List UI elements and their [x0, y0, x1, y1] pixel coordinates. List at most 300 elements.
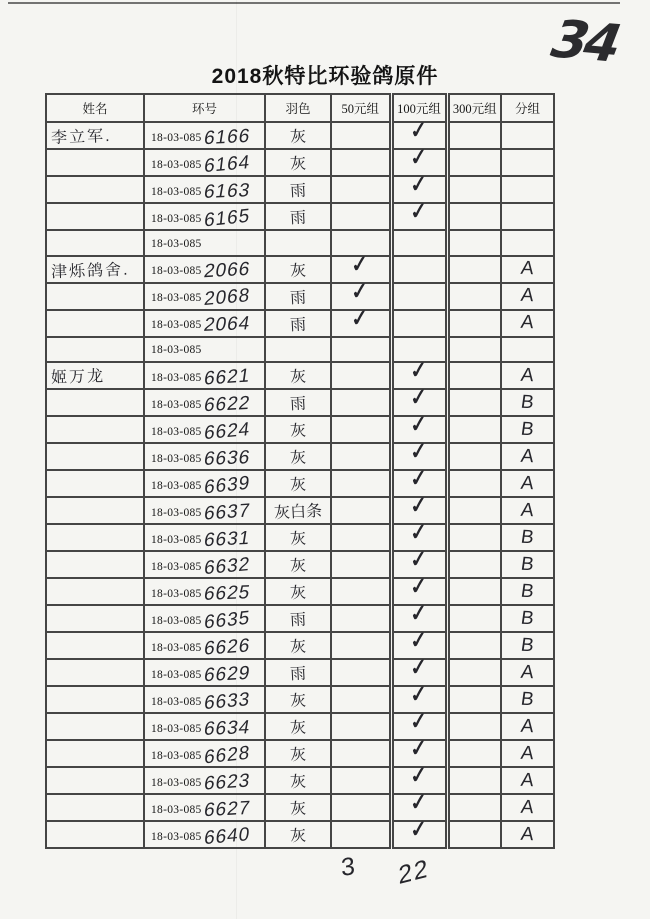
cell-feather-color — [265, 362, 331, 389]
cell-300yuan-group — [447, 632, 501, 659]
cell-name — [46, 203, 144, 230]
cell-feather-color — [265, 821, 331, 848]
cell-feather-color — [265, 122, 331, 149]
col-header-name: 姓名 — [46, 94, 144, 122]
handwritten-ring-number: 2064 — [201, 313, 252, 336]
checkmark-100yuan: ✓ — [409, 411, 429, 438]
handwritten-name: 李立军. — [50, 127, 112, 147]
cell-feather-color — [265, 713, 331, 740]
cell-ring-number — [144, 497, 265, 524]
checkmark-100yuan: ✓ — [409, 654, 429, 681]
handwritten-group-letter: A — [519, 661, 536, 683]
cell-group-letter — [501, 122, 554, 149]
cell-group-letter — [501, 149, 554, 176]
handwritten-color: 灰 — [289, 800, 307, 819]
cell-50yuan-group — [331, 686, 391, 713]
checkmark-100yuan: ✓ — [409, 546, 429, 573]
table-row — [46, 122, 554, 149]
handwritten-group-letter: A — [519, 257, 536, 280]
ring-prefix: 18-03-085 — [151, 587, 202, 600]
table-row — [46, 659, 554, 686]
ring-prefix: 18-03-085 — [151, 344, 202, 357]
handwritten-ring-number: 6623 — [202, 769, 252, 795]
cell-name — [46, 230, 144, 256]
checkmark-100yuan: ✓ — [409, 198, 429, 225]
ring-prefix: 18-03-085 — [151, 668, 202, 681]
cell-ring-number — [144, 632, 265, 659]
handwritten-group-letter: A — [519, 311, 536, 334]
cell-group-letter — [501, 794, 554, 821]
cell-group-letter — [501, 767, 554, 794]
handwritten-ring-number: 6632 — [202, 553, 252, 579]
cell-50yuan-group — [331, 740, 391, 767]
cell-feather-color — [265, 659, 331, 686]
ring-prefix: 18-03-085 — [151, 722, 202, 735]
handwritten-ring-number: 6629 — [202, 662, 252, 686]
cell-ring-number — [144, 416, 265, 443]
cell-group-letter — [501, 497, 554, 524]
table-row — [46, 416, 554, 443]
cell-50yuan-group — [331, 524, 391, 551]
ring-prefix: 18-03-085 — [151, 830, 202, 843]
handwritten-group-letter: B — [519, 391, 536, 413]
cell-name — [46, 416, 144, 443]
cell-50yuan-group — [331, 362, 391, 389]
cell-feather-color — [265, 149, 331, 176]
handwritten-total-100yuan: 22 — [397, 853, 430, 891]
cell-300yuan-group — [447, 337, 501, 363]
cell-name — [46, 256, 144, 283]
cell-300yuan-group — [447, 794, 501, 821]
handwritten-group-letter: A — [519, 823, 536, 845]
cell-ring-number — [144, 578, 265, 605]
checkmark-100yuan: ✓ — [409, 144, 429, 171]
cell-group-letter — [501, 605, 554, 632]
cell-feather-color — [265, 524, 331, 551]
handwritten-color: 雨 — [289, 665, 307, 684]
ring-prefix: 18-03-085 — [151, 776, 202, 789]
checkmark-100yuan: ✓ — [409, 438, 429, 465]
handwritten-ring-number: 6628 — [202, 741, 251, 769]
checkmark-100yuan: ✓ — [409, 762, 429, 789]
ring-prefix: 18-03-085 — [151, 265, 202, 277]
handwritten-color: 灰 — [289, 449, 307, 468]
cell-feather-color — [265, 230, 331, 256]
handwritten-ring-number: 6626 — [202, 634, 252, 660]
cell-300yuan-group — [447, 578, 501, 605]
ring-prefix: 18-03-085 — [151, 749, 202, 762]
cell-name — [46, 362, 144, 389]
col-header-group: 分组 — [501, 94, 554, 122]
checkmark-100yuan: ✓ — [409, 627, 429, 654]
table-row — [46, 740, 554, 767]
cell-100yuan-group — [391, 230, 447, 256]
cell-group-letter — [501, 310, 554, 337]
table-row — [46, 310, 554, 337]
cell-50yuan-group — [331, 794, 391, 821]
cell-ring-number — [144, 230, 265, 256]
cell-group-letter — [501, 362, 554, 389]
cell-name — [46, 713, 144, 740]
handwritten-ring-number: 6164 — [202, 151, 252, 177]
table-row — [46, 551, 554, 578]
cell-50yuan-group — [331, 470, 391, 497]
cell-50yuan-group — [331, 203, 391, 230]
ring-prefix: 18-03-085 — [151, 425, 202, 438]
cell-ring-number — [144, 470, 265, 497]
cell-300yuan-group — [447, 122, 501, 149]
cell-ring-number — [144, 122, 265, 149]
cell-300yuan-group — [447, 497, 501, 524]
cell-50yuan-group — [331, 416, 391, 443]
checkmark-100yuan: ✓ — [409, 816, 429, 843]
cell-group-letter — [501, 230, 554, 256]
handwritten-name: 津烁鸽舍. — [50, 261, 130, 281]
cell-feather-color — [265, 497, 331, 524]
handwritten-color: 灰 — [289, 530, 307, 549]
cell-feather-color — [265, 740, 331, 767]
cell-ring-number — [144, 337, 265, 363]
handwritten-name: 姬万龙 — [50, 367, 106, 387]
handwritten-ring-number: 6165 — [202, 204, 251, 232]
cell-100yuan-group — [391, 198, 447, 230]
cell-300yuan-group — [447, 362, 501, 389]
cell-300yuan-group — [447, 203, 501, 230]
cell-group-letter — [501, 686, 554, 713]
cell-feather-color — [265, 470, 331, 497]
cell-50yuan-group — [331, 149, 391, 176]
cell-50yuan-group — [331, 304, 391, 337]
table-row — [46, 524, 554, 551]
cell-group-letter — [501, 283, 554, 310]
cell-50yuan-group — [331, 578, 391, 605]
cell-feather-color — [265, 794, 331, 821]
handwritten-group-letter: A — [519, 796, 536, 818]
cell-300yuan-group — [447, 256, 501, 283]
cell-50yuan-group — [331, 122, 391, 149]
ring-prefix: 18-03-085 — [151, 212, 202, 225]
cell-feather-color — [265, 605, 331, 632]
cell-feather-color — [265, 203, 331, 230]
checkmark-100yuan: ✓ — [409, 492, 429, 519]
cell-group-letter — [501, 578, 554, 605]
cell-ring-number — [144, 203, 265, 230]
cell-feather-color — [265, 686, 331, 713]
handwritten-ring-number: 6163 — [201, 179, 252, 203]
handwritten-color: 雨 — [289, 395, 307, 414]
cell-300yuan-group — [447, 713, 501, 740]
handwritten-group-letter: B — [519, 580, 536, 602]
checkmark-100yuan: ✓ — [409, 117, 429, 144]
table-row — [46, 632, 554, 659]
handwritten-ring-number: 6627 — [202, 797, 252, 821]
cell-name — [46, 578, 144, 605]
cell-feather-color — [265, 632, 331, 659]
ring-prefix: 18-03-085 — [151, 237, 202, 250]
handwritten-ring-number: 6625 — [201, 581, 252, 605]
cell-300yuan-group — [447, 551, 501, 578]
cell-feather-color — [265, 256, 331, 283]
page-title: 2018秋特比环验鸽原件 — [211, 65, 439, 88]
cell-name — [46, 149, 144, 176]
handwritten-color: 雨 — [289, 182, 307, 201]
handwritten-group-letter: A — [519, 445, 536, 467]
scan-edge-line — [8, 2, 620, 4]
cell-feather-color — [265, 767, 331, 794]
ring-prefix: 18-03-085 — [151, 319, 202, 331]
cell-100yuan-group — [391, 816, 447, 848]
cell-300yuan-group — [447, 283, 501, 310]
cell-ring-number — [144, 443, 265, 470]
handwritten-group-letter: A — [519, 715, 536, 737]
cell-ring-number — [144, 362, 265, 389]
handwritten-ring-number: 6631 — [202, 527, 252, 551]
handwritten-color: 灰 — [289, 262, 307, 280]
handwritten-color: 灰 — [289, 773, 307, 792]
handwritten-group-letter: A — [519, 742, 536, 764]
table-row — [46, 389, 554, 416]
handwritten-color: 灰 — [289, 719, 307, 738]
cell-50yuan-group — [331, 176, 391, 203]
cell-name — [46, 659, 144, 686]
handwritten-ring-number: 6624 — [202, 418, 252, 444]
cell-group-letter — [501, 821, 554, 848]
cell-feather-color — [265, 578, 331, 605]
cell-ring-number — [144, 389, 265, 416]
verification-table — [45, 93, 555, 849]
handwritten-color: 灰 — [289, 827, 307, 846]
cell-300yuan-group — [447, 176, 501, 203]
ring-prefix: 18-03-085 — [151, 641, 202, 654]
ring-prefix: 18-03-085 — [151, 506, 202, 519]
handwritten-group-letter: A — [519, 769, 536, 791]
cell-50yuan-group — [331, 767, 391, 794]
cell-50yuan-group — [331, 443, 391, 470]
handwritten-group-letter: A — [519, 284, 536, 307]
cell-50yuan-group — [331, 605, 391, 632]
ring-prefix: 18-03-085 — [151, 452, 202, 465]
cell-name — [46, 470, 144, 497]
cell-name — [46, 632, 144, 659]
cell-group-letter — [501, 470, 554, 497]
checkmark-100yuan: ✓ — [409, 789, 429, 816]
col-header-feather-color: 羽色 — [265, 94, 331, 122]
cell-ring-number — [144, 794, 265, 821]
cell-ring-number — [144, 659, 265, 686]
cell-group-letter — [501, 256, 554, 283]
checkmark-50yuan: ✓ — [350, 250, 370, 278]
cell-300yuan-group — [447, 524, 501, 551]
handwritten-group-letter: A — [519, 472, 536, 494]
cell-name — [46, 122, 144, 149]
checkmark-100yuan: ✓ — [409, 681, 429, 708]
checkmark-100yuan: ✓ — [409, 357, 429, 384]
ring-prefix: 18-03-085 — [151, 292, 202, 304]
cell-ring-number — [144, 767, 265, 794]
cell-50yuan-group — [331, 337, 391, 363]
cell-name — [46, 686, 144, 713]
handwritten-total-50yuan: 3 — [340, 851, 356, 883]
table-row — [46, 713, 554, 740]
checkmark-100yuan: ✓ — [409, 708, 429, 735]
table-row — [46, 203, 554, 230]
ring-prefix: 18-03-085 — [151, 560, 202, 573]
checkmark-50yuan: ✓ — [350, 304, 370, 332]
cell-50yuan-group — [331, 389, 391, 416]
cell-50yuan-group — [331, 713, 391, 740]
handwritten-ring-number: 6636 — [201, 446, 252, 470]
ring-prefix: 18-03-085 — [151, 398, 202, 411]
cell-feather-color — [265, 443, 331, 470]
cell-ring-number — [144, 605, 265, 632]
checkmark-100yuan: ✓ — [409, 573, 429, 600]
handwritten-group-letter: B — [519, 634, 536, 656]
table-row — [46, 578, 554, 605]
ring-prefix: 18-03-085 — [151, 185, 202, 198]
table-row — [46, 362, 554, 389]
cell-name — [46, 794, 144, 821]
checkmark-50yuan: ✓ — [350, 277, 370, 305]
cell-50yuan-group — [331, 659, 391, 686]
table-row — [46, 149, 554, 176]
cell-group-letter — [501, 389, 554, 416]
cell-300yuan-group — [447, 821, 501, 848]
cell-ring-number — [144, 283, 265, 310]
handwritten-ring-number: 6640 — [202, 823, 252, 849]
handwritten-group-letter: B — [519, 553, 536, 575]
cell-ring-number — [144, 821, 265, 848]
handwritten-color: 灰白条 — [273, 502, 323, 523]
handwritten-group-letter: B — [519, 418, 536, 440]
cell-feather-color — [265, 551, 331, 578]
col-header-50yuan-group: 50元组 — [331, 94, 391, 122]
handwritten-ring-number: 2068 — [202, 284, 252, 311]
handwritten-ring-number: 6621 — [202, 364, 252, 390]
checkmark-100yuan: ✓ — [409, 600, 429, 627]
handwritten-color: 雨 — [289, 289, 307, 307]
handwritten-color: 雨 — [289, 316, 307, 334]
handwritten-group-letter: A — [519, 499, 536, 521]
handwritten-ring-number: 6633 — [202, 688, 252, 714]
ring-prefix: 18-03-085 — [151, 158, 202, 171]
ring-prefix: 18-03-085 — [151, 131, 202, 144]
ring-prefix: 18-03-085 — [151, 479, 202, 492]
cell-300yuan-group — [447, 230, 501, 256]
cell-50yuan-group — [331, 497, 391, 524]
handwritten-color: 灰 — [289, 422, 307, 441]
cell-name — [46, 821, 144, 848]
handwritten-ring-number: 6635 — [202, 606, 251, 634]
handwritten-color: 灰 — [289, 584, 307, 603]
cell-ring-number — [144, 524, 265, 551]
cell-group-letter — [501, 416, 554, 443]
table-row — [46, 686, 554, 713]
cell-name — [46, 310, 144, 337]
cell-feather-color — [265, 310, 331, 337]
ring-prefix: 18-03-085 — [151, 371, 202, 384]
col-header-100yuan-group: 100元组 — [391, 94, 447, 122]
ring-prefix: 18-03-085 — [151, 803, 202, 816]
checkmark-100yuan: ✓ — [409, 384, 429, 411]
cell-300yuan-group — [447, 389, 501, 416]
table-row — [46, 230, 554, 256]
cell-ring-number — [144, 176, 265, 203]
table-container — [45, 93, 555, 849]
cell-50yuan-group — [331, 821, 391, 848]
cell-name — [46, 551, 144, 578]
table-row — [46, 283, 554, 310]
table-row — [46, 767, 554, 794]
cell-ring-number — [144, 256, 265, 283]
cell-300yuan-group — [447, 686, 501, 713]
handwritten-ring-number: 6639 — [202, 471, 251, 499]
cell-ring-number — [144, 149, 265, 176]
cell-name — [46, 767, 144, 794]
cell-group-letter — [501, 713, 554, 740]
cell-50yuan-group — [331, 551, 391, 578]
cell-group-letter — [501, 632, 554, 659]
cell-name — [46, 443, 144, 470]
col-header-300yuan-group: 300元组 — [447, 94, 501, 122]
cell-feather-color — [265, 416, 331, 443]
table-row — [46, 821, 554, 848]
header-row — [46, 94, 554, 122]
cell-name — [46, 605, 144, 632]
cell-group-letter — [501, 443, 554, 470]
table-row — [46, 176, 554, 203]
handwritten-color: 灰 — [289, 692, 307, 711]
cell-300yuan-group — [447, 470, 501, 497]
cell-feather-color — [265, 389, 331, 416]
handwritten-ring-number: 2066 — [202, 258, 252, 283]
table-row — [46, 256, 554, 283]
handwritten-color: 灰 — [289, 476, 307, 495]
handwritten-page-number: 34 — [540, 10, 628, 74]
handwritten-color: 灰 — [289, 155, 307, 174]
handwritten-group-letter: B — [519, 526, 536, 548]
cell-300yuan-group — [447, 767, 501, 794]
cell-100yuan-group — [391, 283, 447, 310]
handwritten-group-letter: A — [519, 364, 536, 386]
cell-ring-number — [144, 310, 265, 337]
checkmark-100yuan: ✓ — [409, 465, 429, 492]
cell-300yuan-group — [447, 149, 501, 176]
handwritten-color: 雨 — [289, 209, 307, 228]
cell-300yuan-group — [447, 416, 501, 443]
handwritten-group-letter: B — [519, 607, 536, 629]
handwritten-color: 灰 — [289, 746, 307, 765]
table-row — [46, 470, 554, 497]
cell-group-letter — [501, 551, 554, 578]
cell-group-letter — [501, 740, 554, 767]
checkmark-100yuan: ✓ — [409, 519, 429, 546]
table-row — [46, 337, 554, 363]
cell-300yuan-group — [447, 659, 501, 686]
cell-name — [46, 497, 144, 524]
cell-300yuan-group — [447, 310, 501, 337]
cell-ring-number — [144, 740, 265, 767]
ring-prefix: 18-03-085 — [151, 695, 202, 708]
cell-ring-number — [144, 551, 265, 578]
checkmark-100yuan: ✓ — [409, 735, 429, 762]
table-row — [46, 794, 554, 821]
handwritten-color: 灰 — [289, 128, 307, 147]
cell-group-letter — [501, 203, 554, 230]
cell-50yuan-group — [331, 632, 391, 659]
ring-prefix: 18-03-085 — [151, 533, 202, 546]
cell-ring-number — [144, 686, 265, 713]
cell-name — [46, 176, 144, 203]
